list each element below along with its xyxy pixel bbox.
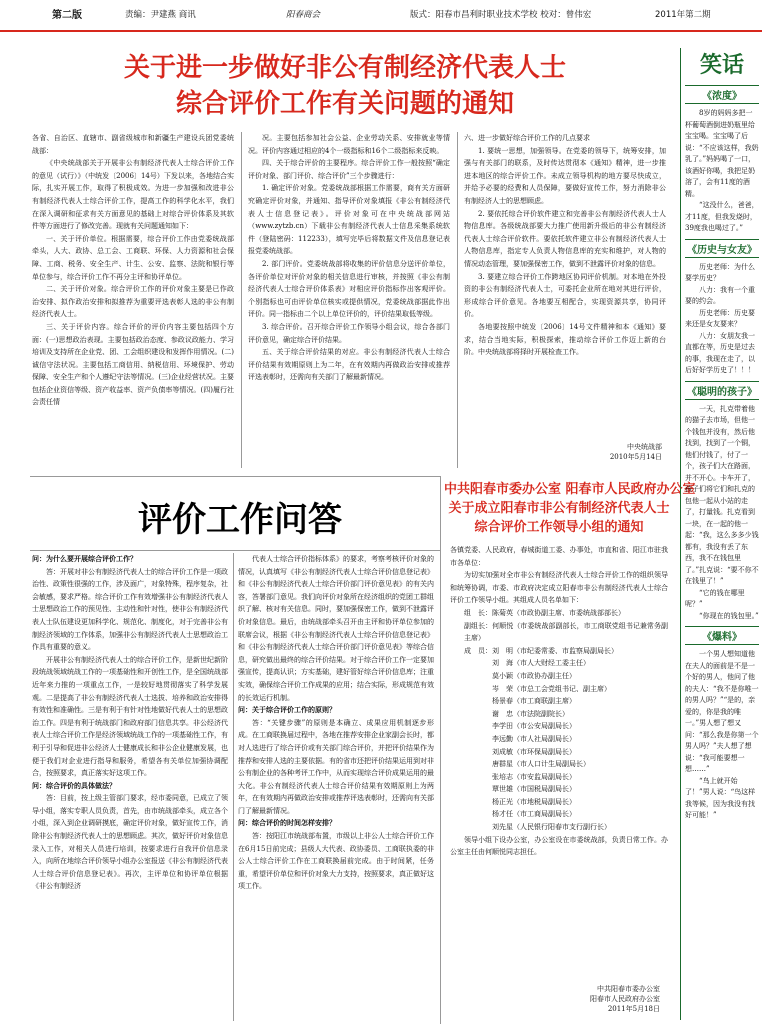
paragraph: 一、关于评价单位。根据需要，综合评价工作由党委统战部牵头，人大、政协、总工会、工商联、环保、人力资源和社会保障、工商、税务、安全生产、计生、公安、监察、法院和银行等单位参与，综合评价工作不再分主评和协评单位。 <box>32 234 234 281</box>
member-item: 刘 明（市纪委常委、市监察局副局长） <box>492 646 618 655</box>
paragraph: 各省、自治区、直辖市、副省级城市和新疆生产建设兵团党委统战部： <box>32 134 234 155</box>
sidebar-paragraph: “你现在的钱包里。” <box>699 611 759 620</box>
member-item: 李远勤（市人社局副局长） <box>492 734 576 743</box>
divider <box>233 553 234 1021</box>
qa-answer: 开展非公有制经济代表人士的综合评价工作，是新世纪新阶段统战领域统战工作的一项基础性和开创性工作，是全国统战部近年来力推的一项重点工作，一是较好地贯彻落实了科学发展观。二是提高了非公有制经济代表人士选拔、培养和政治安排得有效性和准确性。三是有利于有针对性地做好代表人士的思想政治工作。四是有利于统战部门和政府部门信息共享。非公经济代表人士综合评价工作是经济领域统战工作的一项基础性工作，有利于引导和促进非公经济人士健康成长和非公企业健康发展，也便于我们对企业进行指导和服务，希望各有关单位加强协调配合，按照要求，真正落实好这项工作。 <box>32 655 228 778</box>
member-item: 刘成敏（市环保局副局长） <box>492 747 576 756</box>
local-title-line2: 综合评价工作领导小组的通知 <box>474 520 644 535</box>
paragraph: 三、关于评价内容。综合评价的评价内容主要包括四个方面：(一)思想政治表现。主要包括政治态度、参政议政能力、学习培训及支持所在企业党、团、工会组织建设和发挥作用情况。(二)诚信守法状况。主要包括工商信用、纳税信用、环境保护、劳动保障、安全生产和个人遵纪守法等情况。(三)企业经营状况。主要包括企业资信等级、资产收益率、资产负债率等情况。(四)履行社会责任情 <box>32 322 234 407</box>
sidebar-section-body <box>685 649 759 822</box>
main-notice-signature <box>464 442 662 462</box>
sidebar-paragraph: 一个男人想知道他在夫人的面前是不是一个好的男人，他问了他的夫人：“我不是你唯一的男人吗？”“是的，亲爱的，你是我的唯一。”男人想了想又问：“那么我是你第一个男人吗？”夫人想了想说：“我可能要想一想……” <box>685 650 759 773</box>
local-notice-body <box>450 544 668 994</box>
local-members-label: 成 员： <box>464 646 492 655</box>
member-item: 杨正光（市地税局副局长） <box>492 797 576 806</box>
paragraph: 六、进一步做好综合评价工作的几点要求 <box>464 134 590 142</box>
local-sign-date: 2011年5月18日 <box>607 1005 660 1013</box>
paragraph: 《中央统战部关于开展非公有制经济代表人士综合评价工作的意见（试行）》（中统发〔2006〕14号）下发以来，各地结合实际，扎实开展工作，取得了积极成效。为进一步加强和改进非公有制经济代表人士综合评价工作，提高工作的科学化水平，我们在深入调研和征求有关方面意见的基础上对综合评价体系及其软件等方面进行了修改完善。现就有关问题通知如下： <box>32 159 234 231</box>
section-divider <box>30 476 440 477</box>
sidebar-paragraph: 八力：我有一个重要的约会。 <box>685 285 755 305</box>
sidebar-section-body <box>685 404 759 623</box>
qa-question: 问：关于综合评价工作的原则？ <box>238 706 336 715</box>
member-item: 谢 忠（市法院副院长） <box>492 709 569 718</box>
edition-info: 版式：阳春市昌利时职业技术学校 校对：曾伟宏 <box>410 10 592 20</box>
local-sign1: 中共阳春市委办公室 <box>597 985 660 993</box>
sidebar-paragraph: 八力：女朋友我一直都在等，历史是过去的事，我现在走了，以后好好学历史了！！！ <box>685 331 755 374</box>
paragraph: 况。主要包括参加社会公益、企业劳动关系、安排就业等情况。评价内容通过相应的4个一级指标和16个二级指标来反映。 <box>248 134 450 155</box>
local-title-line1: 关于成立阳春市非公有制经济代表人士 <box>448 501 670 516</box>
main-notice-col1 <box>32 132 234 476</box>
paragraph: 各地要按照中统发〔2006〕14号文件精神和本《通知》要求，结合当地实际，积极探索，推动综合评价工作迈上新的台阶。中央统战部将择时开展检查工作。 <box>464 322 666 357</box>
sidebar-section-heading: 《历史与女友》 <box>685 239 759 258</box>
local-notice-title <box>444 480 696 537</box>
local-members-list <box>492 645 618 834</box>
sidebar-paragraph: “这没什么，爸爸，才11度，但我发烧时，39度我也喝过了。” <box>685 201 759 232</box>
paragraph: 2. 要依托综合评价软件建立和完善非公有制经济代表人士人物信息库。各级统战部要大力推广使用新升级后的非公有制经济代表人士综合评价软件。要依托软件建立非公有制经济代表人士人物信息库，指定专人负责人物信息库的充实和维护，对人物的情况动态管理，要加强保密工作，做到不泄露评价对象的信息。 <box>464 209 666 268</box>
qa-answer: 答：开展对非公有制经济代表人士的综合评价工作是一项政治性、政策性很强的工作，涉及面广，对象特殊，程序复杂，社会敏感，要求严格。综合评价工作有效增强非公有制经济代表人士思想政治工作的预见性、主动性和针对性，使非公有制经济代表人士队伍建设更加科学化、规范化、制度化，对于完善非公有制经济领域的工作体系，加强非公有制经济代表人士思想政治工作具有重要的意义。 <box>32 567 228 652</box>
sidebar-section-heading: 《聪明的孩子》 <box>685 381 759 400</box>
paragraph: 1. 确定评价对象。党委统战部根据工作需要，商有关方面研究确定评价对象，并通知、指导评价对象填报《非公有制经济代表人士信息登记表》。评价对象可在中央统战部网站（www.zytzb.cn）下载非公有制经济代表人士信息采集系统软件（登陆密码：112233），填写完毕后将数据文件及信息登记表报党委统战部。 <box>248 184 450 256</box>
local-sign2: 阳春市人民政府办公室 <box>590 995 660 1003</box>
main-notice-title <box>40 50 650 122</box>
signature-date: 2010年5月14日 <box>609 453 662 461</box>
sidebar-paragraph: “鸟上就开始了！”男人说：“鸟这样我等候，因为我没有找好可能！” <box>685 776 756 819</box>
sidebar-paragraph: 历史老师：为什么要学历史？ <box>685 262 755 282</box>
member-item: 莫小颖（市政协办副主任） <box>492 671 576 680</box>
local-deputy: 副组长：何顺悦（市委统战部副部长，市工商联党组书记兼常务副主席） <box>464 621 668 643</box>
qa-question: 问：综合评价的时间怎样安排？ <box>238 819 336 828</box>
paragraph: 五、关于综合评价结果的对应。非公有制经济代表人士综合评价结果有效期原则上为二年，在有效期内再做政治安排或推荐评选表彰时，还需向有关部门了解最新情况。 <box>248 348 450 382</box>
sidebar-sections <box>685 85 759 822</box>
sidebar-section-heading: 《浓度》 <box>685 85 759 104</box>
signature-org: 中央统战部 <box>627 443 662 451</box>
qa-answer: 答：按阳江市统战部布置，市级以上非公人士综合评价工作在6月15日前完成；县级人大代表、政协委员、工商联执委的非公人士综合评价工作在工商联换届前完成。由于时间紧，任务重，希望评价单位和评价对象大力支持，按照要求，真正做好这项工作。 <box>238 832 434 891</box>
paragraph: 3. 综合评价。召开综合评价工作领导小组会议，综合各部门评价意见，确定综合评价结果。 <box>248 322 450 344</box>
local-closing: 领导小组下设办公室，办公室设在市委统战部，负责日常工作。办公室主任由何顺悦同志担任。 <box>450 835 668 857</box>
qa-answer: 答：“关键步骤”的原则是本确立、成果应用机制逐步形成。在工商联换届过程中，各地在推荐安排企业家副会长时，都对人选进行了综合评价或有关部门综合评价，并把评价结果作为推荐和安排人选的主要依据。有的省市还把评价结果运用到对非公有制企业的各种考评工作中，从而实现综合评价成果运用的最大化。非公有制经济代表人士综合评价结果有效期原则上为两年，在有效期内再做政治安排或推荐评选表彰时，还需向有关部门了解最新情况。 <box>238 718 434 815</box>
member-item: 杨景春（市工商联副主席） <box>492 697 576 706</box>
sidebar <box>680 48 759 1020</box>
sidebar-paragraph: 8岁的妈妈多把一杯葡萄酒倒进奶瓶里给宝宝喝。宝宝喝了后说：“不应该这样，我奶乳了。”妈妈喝了一口，该酒好你喝，我把足奶溶了，会有11度的酒精。 <box>685 109 759 198</box>
member-item: 覃世雄（市国税局副局长） <box>492 785 576 794</box>
sidebar-paragraph: “它的钱在哪里呢？” <box>685 588 745 608</box>
member-item: 刘 海（市人大财经工委主任） <box>492 659 590 668</box>
main-notice-col2 <box>248 132 450 468</box>
local-issuer: 中共阳春市委办公室 阳春市人民政府办公室 <box>444 482 696 497</box>
qa-question: 问：综合评价的具体做法？ <box>32 781 116 790</box>
main-notice-col3 <box>464 132 666 432</box>
editors: 责编：尹建燕 商讯 <box>125 10 196 20</box>
paragraph: 2. 部门评价。党委统战部将收集的评价信息分送评价单位，各评价单位对评价对象的相关信息进行审核，并按照《非公有制经济代表人士综合评价体系表》对相应评价指标作出客观评价。个别指标也可由评价单位核实或提供情况，党委统战部据此作出评价。同一指标由二个以上单位评价的，评价结果取低等级。 <box>248 259 450 319</box>
local-notice-signature <box>450 984 660 1014</box>
member-item: 岑 荣（市总工会党组书记、副主席） <box>492 684 611 693</box>
sidebar-title: 笑话 <box>699 52 744 78</box>
local-intro1: 各镇党委、人民政府，春城街道工委、办事处，市直和省、阳江市驻我市各单位： <box>450 546 668 567</box>
sidebar-section-body <box>685 108 759 235</box>
qa-title: 评价工作问答 <box>138 500 342 540</box>
main-title-line1: 关于进一步做好非公有制经济代表人士 <box>123 53 566 83</box>
local-leader: 组 长：陈菊英（市政协副主席、市委统战部部长） <box>464 608 625 617</box>
member-item: 张培志（市安监局副局长） <box>492 772 576 781</box>
masthead: 阳春商会 <box>286 10 321 20</box>
divider <box>457 132 458 468</box>
paragraph: 四、关于综合评价的主要程序。综合评价工作一般按照“确定评价对象、部门评价、综合评价”三个步骤进行： <box>248 159 450 180</box>
local-intro2: 为切实加强对全市非公有制经济代表人士综合评价工作的组织领导和统筹协调，市委、市政府决定成立阳春市非公有制经济代表人士综合评价工作领导小组。其组成人员名单如下： <box>450 571 668 605</box>
sidebar-paragraph: 历史老师：历史要来还是女友要来？ <box>685 308 755 328</box>
paragraph: 1. 要统一思想，加强领导。在党委的领导下，统筹安排，加强与有关部门的联系，及时传达贯彻本《通知》精神，进一步推进本地区的综合评价工作。未成立领导机构的地方要尽快成立，并给予必要的经费和人员保障，要做好宣传工作，努力消除非公有制经济人士的思想顾虑。 <box>464 146 666 205</box>
member-item: 刘先星（人民银行阳春市支行副行长） <box>492 823 611 832</box>
qa-col-a <box>32 553 228 1023</box>
divider <box>241 132 242 468</box>
issue-date: 2011年第二期 <box>655 10 711 20</box>
main-title-line2: 综合评价工作有关问题的通知 <box>175 89 514 119</box>
page-header <box>0 0 762 32</box>
qa-answer: 代表人士综合评价指标体系》的要求，考察考核评价对象的情况，认真填写《非公有制经济代表人士综合评价信息登记表》和《非公有制经济代表人士综合评价部门评价意见表》的有关内容，答署部门意见。我们向评价对象所在经济组织的党团工群组织了解、核对有关信息。同时，要加强保密工作，做到不泄露评价对象信息。最后，由统战部牵头召开由主评和协评单位参加的联席会议，根据《非公有制经济代表人士综合评价信息登记表》和《非公有制经济代表人士综合评价部门评价意见表》等综合信息，研究做出最终的综合评价结果。对于综合评价工作一定要加强宣传，提高认识；方实基础，建好管好综合评价信息库；注重实效，确保综合评价工作成果的应用；结合实际，形成规范有效的长效运行机制。 <box>238 555 434 702</box>
paragraph: 二、关于评价对象。综合评价工作的评价对象主要是已作政治安排、拟作政治安排和拟推荐为重要评选表彰人选的非公有制经济代表人士。 <box>32 285 234 319</box>
page-number: 第二版 <box>52 10 82 21</box>
sidebar-paragraph: 一天，扎克带着他的猫子去市场，但他一个钱包并没有，然后他找到，找到了一个铜，他们付钱了，付了一个，孩子们大在路面，并不开心。卡车开了，孩子们将它们和扎克的包他一起从小站的走了，打量钱。扎克看到一块，在一起的他一起：“我，这么多多少钱都有，我没有丢了东西，我不在钱包里了。”扎克说：“要不你不在钱里了！” <box>685 404 759 585</box>
member-item: 李学田（市公安局副局长） <box>492 722 576 731</box>
sidebar-section-body <box>685 262 759 377</box>
member-item: 唐群星（市人口计生局副局长） <box>492 760 590 769</box>
qa-answer: 答：目前，按上级主管部门要求，经市委同意，已成立了领导小组，落实专职人员负责，首先，由市统战部牵头，成立各个小组，深入到企业调研摸底，确定评价对象，做好宣传工作，消除非公有制经济代表人士的思想顾虑。其次，做好评价对象信息录入工作，对相关人员进行培训，按要求进行自我评价信息录入，向所在地综合评价领导小组办公室报送《非公有制经济代表人士综合评价信息登记表》。再次，主评单位和协评单位根据《非公有制经济 <box>32 794 228 891</box>
section-divider <box>30 550 440 551</box>
member-item: 杨才任（市工商局副局长） <box>492 810 576 819</box>
sidebar-section-heading: 《爆料》 <box>685 626 759 645</box>
paragraph: 3. 要建立综合评价工作跨地区协同评价机制。对本地在外投资的非公有制经济代表人士，可委托企业所在地对其进行评价，形成综合评价意见。各地要互相配合，实现资源共享，协同评价。 <box>464 272 666 319</box>
qa-question: 问：为什么要开展综合评价工作？ <box>32 555 137 563</box>
qa-col-b <box>238 553 434 1023</box>
divider <box>440 476 441 1024</box>
